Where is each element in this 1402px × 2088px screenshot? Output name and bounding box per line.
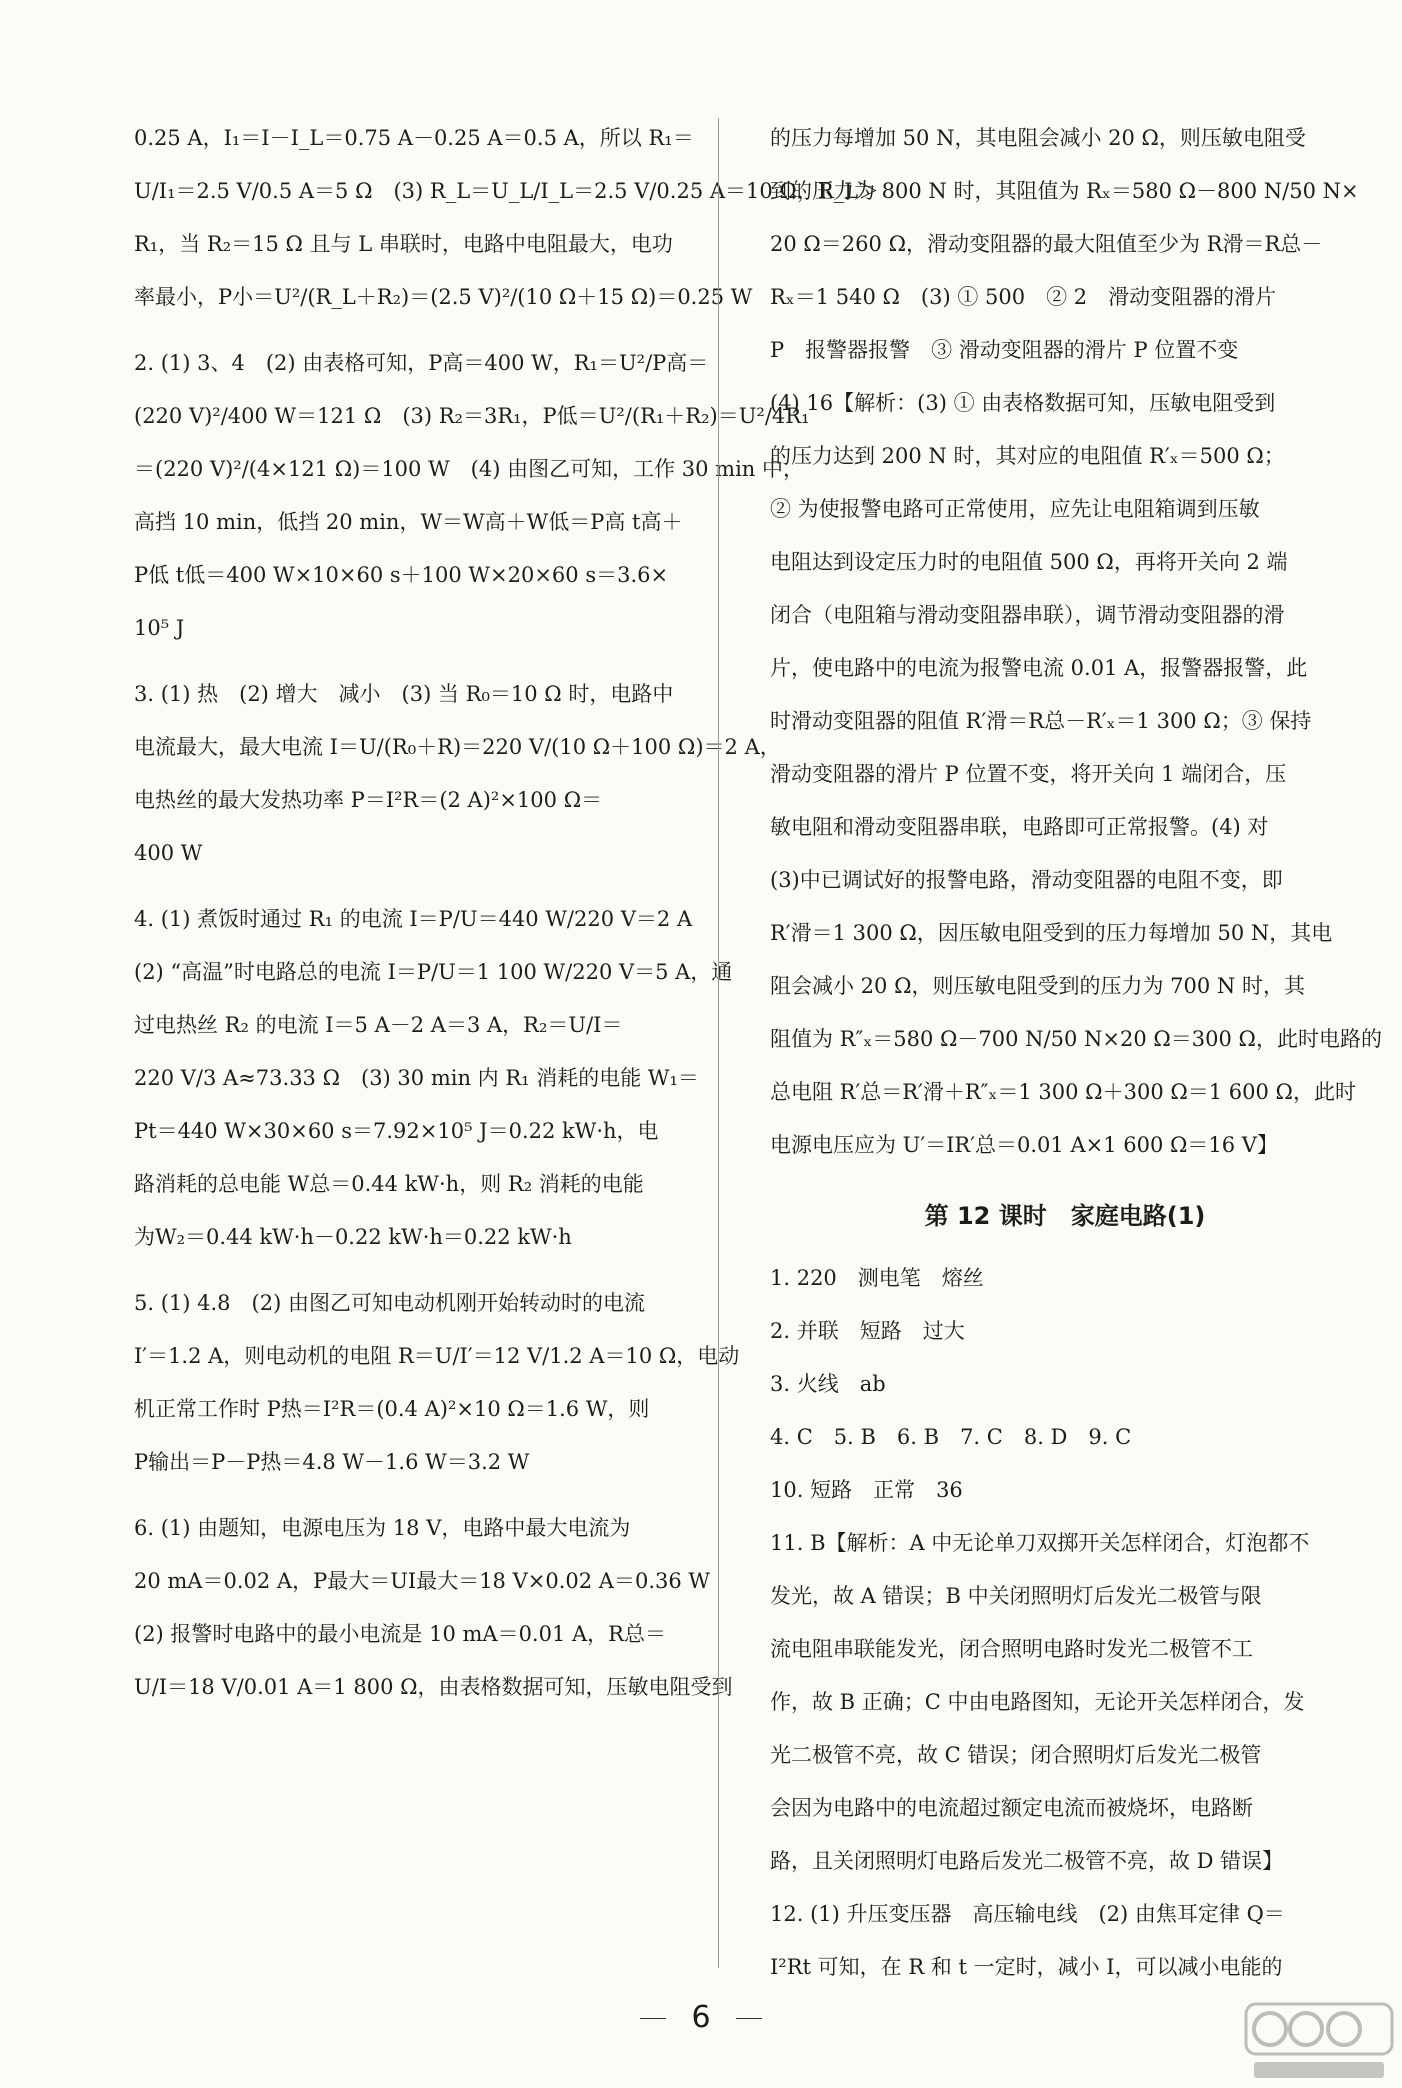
right-text-line: ② 为使报警电路可正常使用，应先让电阻箱调到压敏	[770, 497, 1260, 521]
answer-text-line: 11. B【解析：A 中无论单刀双掷开关怎样闭合，灯泡都不	[770, 1531, 1310, 1555]
right-text-line: 的压力达到 200 N 时，其对应的电阻值 R′ₓ＝500 Ω；	[770, 444, 1285, 468]
left-text-line: (220 V)²/400 W＝121 Ω (3) R₂＝3R₁，P低＝U²/(R₁＋R₂)＝U²/4R₁	[134, 404, 810, 428]
right-text-line: 的压力每增加 50 N，其电阻会减小 20 Ω，则压敏电阻受	[770, 126, 1306, 150]
answer-text-line: 流电阻串联能发光，闭合照明电路时发光二极管不工	[770, 1637, 1253, 1661]
page-number: 6	[691, 2000, 711, 2035]
right-text-line: 阻会减小 20 Ω，则压敏电阻受到的压力为 700 N 时，其	[770, 974, 1305, 998]
left-text-line: 6. (1) 由题知，电源电压为 18 V，电路中最大电流为	[134, 1516, 631, 1540]
watermark-logo	[1244, 2000, 1394, 2084]
right-text-line: 总电阻 R′总＝R′滑＋R″ₓ＝1 300 Ω＋300 Ω＝1 600 Ω，此时	[770, 1080, 1356, 1104]
answer-text-line: 发光，故 A 错误；B 中关闭照明灯后发光二极管与限	[770, 1584, 1262, 1608]
answer-text-line: I²Rt 可知，在 R 和 t 一定时，减小 I，可以减小电能的	[770, 1955, 1283, 1979]
answer-text-line: 3. 火线 ab	[770, 1372, 886, 1396]
right-column-continuation	[770, 112, 1382, 1172]
right-text-line: 时滑动变阻器的阻值 R′滑＝R总－R′ₓ＝1 300 Ω；③ 保持	[770, 709, 1312, 733]
left-text-line: 电热丝的最大发热功率 P＝I²R＝(2 A)²×100 Ω＝	[134, 788, 603, 812]
left-text-line: 机正常工作时 P热＝I²R＝(0.4 A)²×10 Ω＝1.6 W，则	[134, 1397, 650, 1421]
right-text-line: 片，使电路中的电流为报警电流 0.01 A，报警器报警，此	[770, 656, 1308, 680]
left-text-line: 4. (1) 煮饭时通过 R₁ 的电流 I＝P/U＝440 W/220 V＝2 A	[134, 907, 693, 931]
footer-dash-right	[736, 2018, 762, 2019]
left-text-line: 0.25 A，I₁＝I－I_L＝0.75 A－0.25 A＝0.5 A，所以 R₁＝	[134, 126, 694, 150]
right-text-line: R′滑＝1 300 Ω，因压敏电阻受到的压力每增加 50 N，其电	[770, 921, 1333, 945]
left-text-line: U/I₁＝2.5 V/0.5 A＝5 Ω (3) R_L＝U_L/I_L＝2.5 V/0.25 A＝10 Ω，R_L＞	[134, 179, 880, 203]
left-text-line: (2) 报警时电路中的最小电流是 10 mA＝0.01 A，R总＝	[134, 1622, 666, 1646]
section-heading: 第 12 课时 家庭电路(1)	[924, 1202, 1206, 1230]
left-text-line: P输出＝P－P热＝4.8 W－1.6 W＝3.2 W	[134, 1450, 530, 1474]
left-text-line: I′＝1.2 A，则电动机的电阻 R＝U/I′＝12 V/1.2 A＝10 Ω，电动	[134, 1344, 740, 1368]
answer-text-line: 4. C 5. B 6. B 7. C 8. D 9. C	[770, 1425, 1132, 1449]
left-text-line: 过电热丝 R₂ 的电流 I＝5 A－2 A＝3 A，R₂＝U/I＝	[134, 1013, 623, 1037]
answer-text-line: 光二极管不亮，故 C 错误；闭合照明灯后发光二极管	[770, 1743, 1262, 1767]
left-text-line: P低 t低＝400 W×10×60 s＋100 W×20×60 s＝3.6×	[134, 563, 669, 587]
answer-text-line: 作，故 B 正确；C 中由电路图知，无论开关怎样闭合，发	[770, 1690, 1305, 1714]
left-text-line: 电流最大，最大电流 I＝U/(R₀＋R)＝220 V/(10 Ω＋100 Ω)＝2 A，	[134, 735, 781, 759]
column-divider	[718, 118, 719, 1968]
right-column	[770, 112, 1382, 1994]
left-text-line: Pt＝440 W×30×60 s＝7.92×10⁵ J＝0.22 kW·h，电	[134, 1119, 659, 1143]
left-text-line: 20 mA＝0.02 A，P最大＝UI最大＝18 V×0.02 A＝0.36 W	[134, 1569, 710, 1593]
left-text-line: 220 V/3 A≈73.33 Ω (3) 30 min 内 R₁ 消耗的电能 W₁＝	[134, 1066, 699, 1090]
left-text-line: 路消耗的总电能 W总＝0.44 kW·h，则 R₂ 消耗的电能	[134, 1172, 644, 1196]
answer-text-line: 10. 短路 正常 36	[770, 1478, 963, 1502]
right-column-answers	[770, 1252, 1360, 1994]
left-text-line: 3. (1) 热 (2) 增大 减小 (3) 当 R₀＝10 Ω 时，电路中	[134, 682, 674, 706]
right-text-line: (4) 16【解析：(3) ① 由表格数据可知，压敏电阻受到	[770, 391, 1276, 415]
left-text-line: (2) “高温”时电路总的电流 I＝P/U＝1 100 W/220 V＝5 A，通	[134, 960, 733, 984]
right-text-line: 敏电阻和滑动变阻器串联，电路即可正常报警。(4) 对	[770, 815, 1269, 839]
right-text-line: Rₓ＝1 540 Ω (3) ① 500 ② 2 滑动变阻器的滑片	[770, 285, 1277, 309]
right-text-line: 电阻达到设定压力时的电阻值 500 Ω，再将开关向 2 端	[770, 550, 1288, 574]
footer-dash-left	[640, 2018, 666, 2019]
left-text-line: 率最小，P小＝U²/(R_L＋R₂)＝(2.5 V)²/(10 Ω＋15 Ω)＝0.25 W	[134, 285, 753, 309]
left-text-line: 为W₂＝0.44 kW·h－0.22 kW·h＝0.22 kW·h	[134, 1225, 572, 1249]
page-footer	[0, 2000, 1402, 2035]
right-text-line: P 报警器报警 ③ 滑动变阻器的滑片 P 位置不变	[770, 338, 1239, 362]
right-text-line: (3)中已调试好的报警电路，滑动变阻器的电阻不变，即	[770, 868, 1283, 892]
answer-text-line: 12. (1) 升压变压器 高压输电线 (2) 由焦耳定律 Q＝	[770, 1902, 1285, 1926]
left-text-line: R₁，当 R₂＝15 Ω 且与 L 串联时，电路中电阻最大，电功	[134, 232, 673, 256]
answer-text-line: 会因为电路中的电流超过额定电流而被烧坏，电路断	[770, 1796, 1253, 1820]
answer-text-line: 1. 220 测电笔 熔丝	[770, 1266, 984, 1290]
right-text-line: 阻值为 R″ₓ＝580 Ω－700 N/50 N×20 Ω＝300 Ω，此时电路的	[770, 1027, 1382, 1051]
right-text-line: 滑动变阻器的滑片 P 位置不变，将开关向 1 端闭合，压	[770, 762, 1287, 786]
left-text-line: U/I＝18 V/0.01 A＝1 800 Ω，由表格数据可知，压敏电阻受到	[134, 1675, 733, 1699]
right-text-line: 闭合（电阻箱与滑动变阻器串联），调节滑动变阻器的滑	[770, 603, 1285, 627]
left-text-line: 5. (1) 4.8 (2) 由图乙可知电动机刚开始转动时的电流	[134, 1291, 645, 1315]
answer-text-line: 路，且关闭照明灯电路后发光二极管不亮，故 D 错误】	[770, 1849, 1284, 1873]
right-text-line: 电源电压应为 U′＝IR′总＝0.01 A×1 600 Ω＝16 V】	[770, 1133, 1278, 1157]
answer-text-line: 2. 并联 短路 过大	[770, 1319, 965, 1343]
left-text-line: 2. (1) 3、4 (2) 由表格可知，P高＝400 W，R₁＝U²/P高＝	[134, 351, 709, 375]
left-text-line: 高挡 10 min，低挡 20 min，W＝W高＋W低＝P高 t高＋	[134, 510, 683, 534]
left-text-line: ＝(220 V)²/(4×121 Ω)＝100 W (4) 由图乙可知，工作 30 min 中，	[134, 457, 804, 481]
left-text-line: 10⁵ J	[134, 616, 185, 640]
right-text-line: 到的压力为 800 N 时，其阻值为 Rₓ＝580 Ω－800 N/50 N×	[770, 179, 1359, 203]
right-text-line: 20 Ω＝260 Ω，滑动变阻器的最大阻值至少为 R滑＝R总－	[770, 232, 1323, 256]
left-text-line: 400 W	[134, 841, 203, 865]
